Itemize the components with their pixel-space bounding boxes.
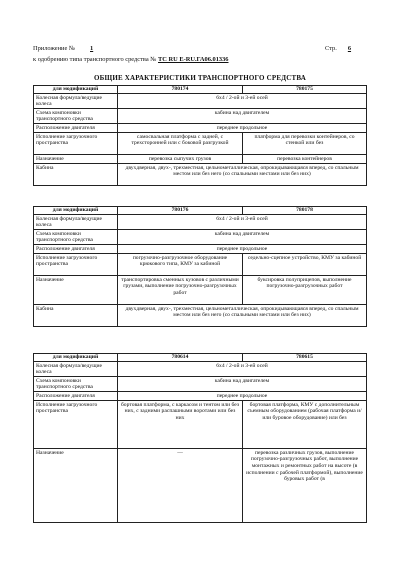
row-value: самосвальная платформа с задней, с трехсторонней или с боковой разгрузкой <box>118 133 243 155</box>
table-header-row <box>34 354 367 362</box>
row-label: Расположение двигателя <box>34 124 118 133</box>
header-label: для модификаций <box>34 207 118 215</box>
row-value: кабина над двигателем <box>118 109 367 124</box>
spec-table-2 <box>33 206 367 327</box>
row-value: перевозка сыпучих грузов <box>118 155 243 164</box>
model-code: 780178 <box>243 207 367 215</box>
page-number-line <box>325 45 360 53</box>
table-row <box>34 164 367 186</box>
page-label: Стр. <box>325 45 337 52</box>
model-code: 780615 <box>243 354 367 362</box>
table-row <box>34 377 367 392</box>
table-row <box>34 449 367 523</box>
model-code: 780176 <box>118 207 243 215</box>
row-value: перевозка различных грузов, выполнение погрузочно-разгрузочных работ, выполнение монтажных и ремонтных работ на высоте (в исполнении с рабочей платформой), выполнение буровых работ (в <box>243 449 367 523</box>
table-row <box>34 254 367 276</box>
row-label: Исполнение загрузочного пространства <box>34 254 118 276</box>
row-value: переднее продольное <box>118 392 367 401</box>
row-value: буксировка полуприцепов, выполнение погрузочно-разгрузочных работ <box>243 276 367 305</box>
table-row <box>34 245 367 254</box>
row-value: бортовая платформа, КМУ с дополнительным съемным оборудованием (рабочая платформа и/или буровое оборудование) или без <box>243 401 367 449</box>
table-row <box>34 133 367 155</box>
row-value: транспортировка сменных кузовов с различными грузами, выполнение погрузочно-разгрузочных работ <box>118 276 243 305</box>
row-label: Колесная формула/ведущие колеса <box>34 215 118 230</box>
appendix-line <box>33 45 107 53</box>
row-label: Исполнение загрузочного пространства <box>34 401 118 449</box>
row-value: погрузочно-разгрузочное оборудование крюкового типа, КМУ за кабиной <box>118 254 243 276</box>
row-label: Назначение <box>34 449 118 523</box>
row-label: Схема компоновки транспортного средства <box>34 109 118 124</box>
row-label: Колесная формула/ведущие колеса <box>34 94 118 109</box>
table-row <box>34 276 367 305</box>
row-value: кабина над двигателем <box>118 377 367 392</box>
table-row <box>34 392 367 401</box>
model-code: 780614 <box>118 354 243 362</box>
table-row <box>34 230 367 245</box>
table-header-row <box>34 207 367 215</box>
appendix-number: 1 <box>90 45 94 52</box>
header-label: для модификаций <box>34 354 118 362</box>
page-number: 6 <box>347 45 352 52</box>
row-value: 6x4 / 2-ой и 3-ей осей <box>118 362 367 377</box>
table-row <box>34 362 367 377</box>
spec-table-3 <box>33 353 367 523</box>
table-header-row <box>34 86 367 94</box>
approval-line <box>33 56 229 64</box>
row-label: Схема компоновки транспортного средства <box>34 230 118 245</box>
row-label: Расположение двигателя <box>34 392 118 401</box>
model-code: 780174 <box>118 86 243 94</box>
row-label: Кабина <box>34 305 118 327</box>
table-row <box>34 155 367 164</box>
row-label: Исполнение загрузочного пространства <box>34 133 118 155</box>
header-label: для модификаций <box>34 86 118 94</box>
row-value: 6x4 / 2-ой и 3-ей осей <box>118 215 367 230</box>
table-row <box>34 109 367 124</box>
appendix-label: Приложение № <box>33 45 75 52</box>
row-label: Схема компоновки транспортного средства <box>34 377 118 392</box>
row-value: 6x4 / 2-ой и 3-ей осей <box>118 94 367 109</box>
row-label: Назначение <box>34 276 118 305</box>
row-value: переднее продольное <box>118 124 367 133</box>
spec-table-1 <box>33 85 367 186</box>
row-value: двухдверная, двух-, трехместная, цельнометаллическая, опрокидывающаяся вперед, со спальным местом или без него (со спальными местами или без них) <box>118 164 367 186</box>
row-label: Кабина <box>34 164 118 186</box>
model-code: 780175 <box>243 86 367 94</box>
row-value: двухдверная, двух-, трехместная, цельнометаллическая, опрокидывающаяся вперед, со спальным местом или без него (со спальными местами или без них) <box>118 305 367 327</box>
row-value: платформа для перевозки контейнеров, со стенкой или без <box>243 133 367 155</box>
row-value: переднее продольное <box>118 245 367 254</box>
table-row <box>34 215 367 230</box>
approval-number: TC RU E-RU.ГА06.01336 <box>158 56 229 63</box>
row-value: кабина над двигателем <box>118 230 367 245</box>
row-value: — <box>118 449 243 523</box>
table-row <box>34 94 367 109</box>
approval-text: к одобрению типа транспортного средства № <box>33 56 157 63</box>
row-value: перевозка контейнеров <box>243 155 367 164</box>
table-row <box>34 401 367 449</box>
row-label: Расположение двигателя <box>34 245 118 254</box>
row-label: Колесная формула/ведущие колеса <box>34 362 118 377</box>
table-row <box>34 305 367 327</box>
row-label: Назначение <box>34 155 118 164</box>
table-row <box>34 124 367 133</box>
row-value: бортовая платформа, с каркасом и тентом или без них, с задними распашными воротами или без них <box>118 401 243 449</box>
row-value: седельно-сцепное устройство, КМУ за кабиной <box>243 254 367 276</box>
section-title: ОБЩИЕ ХАРАКТЕРИСТИКИ ТРАНСПОРТНОГО СРЕДСТВА <box>93 74 307 82</box>
